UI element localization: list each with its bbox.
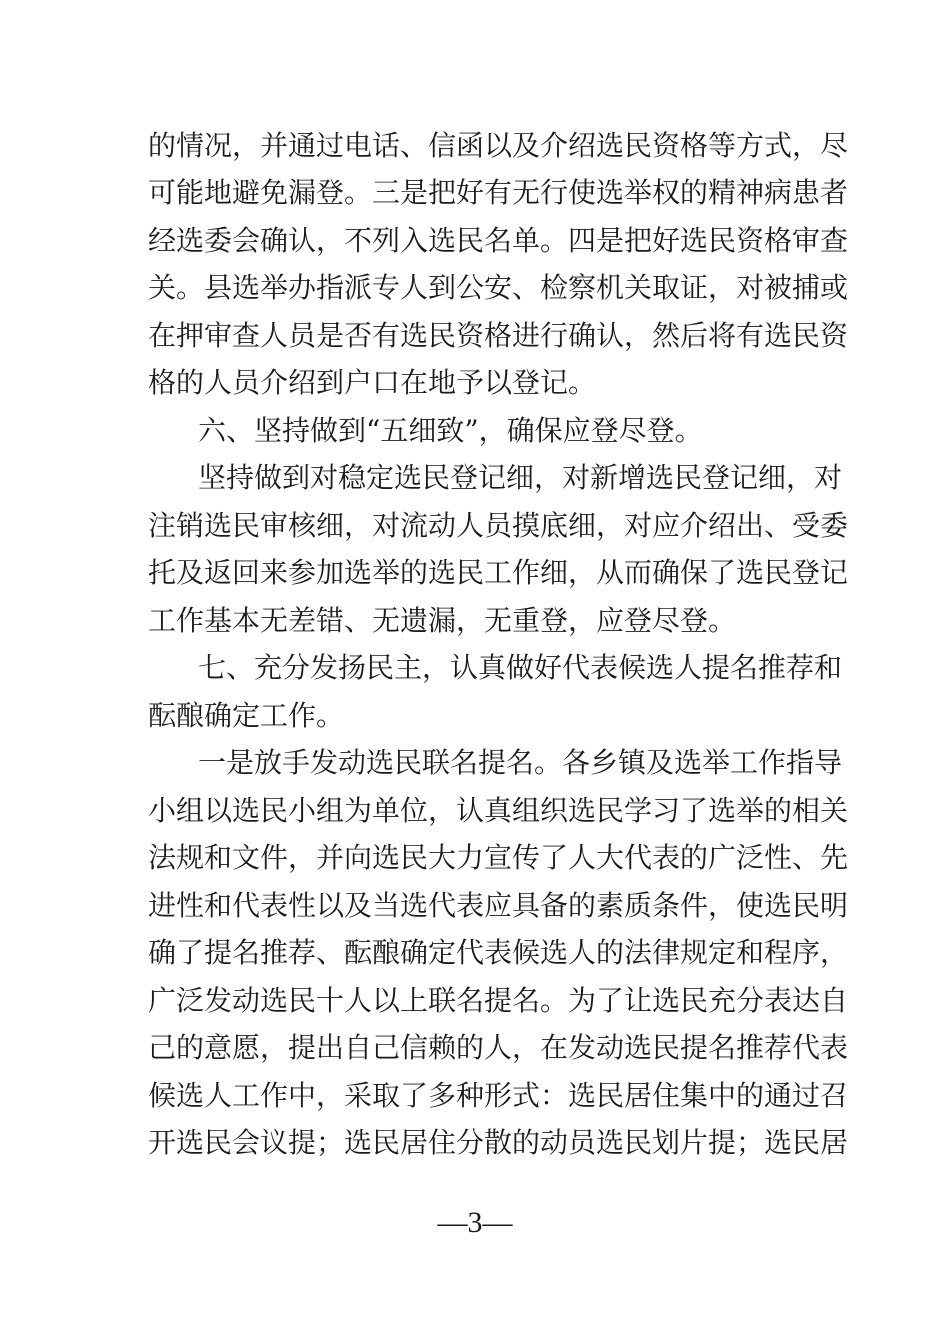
text-line: 确了提名推荐、酝酿确定代表候选人的法律规定和程序，: [148, 936, 849, 969]
text-line: 格的人员介绍到户口在地予以登记。: [148, 366, 597, 399]
text-line: 可能地避免漏登。三是把好有无行使选举权的精神病患者: [148, 176, 849, 209]
text-line: 小组以选民小组为单位，认真组织选民学习了选举的相关: [148, 794, 849, 827]
text-line: 在押审查人员是否有选民资格进行确认，然后将有选民资: [148, 319, 849, 352]
text-line: 开选民会议提；选民居住分散的动员选民划片提；选民居: [148, 1126, 849, 1159]
section-heading: 七、充分发扬民主，认真做好代表候选人提名推荐和: [198, 651, 843, 684]
section-heading: 酝酿确定工作。: [148, 699, 345, 732]
text-line: 托及返回来参加选举的选民工作细，从而确保了选民登记: [148, 556, 849, 589]
page-number: —3—: [437, 1206, 513, 1239]
text-line: 经选委会确认，不列入选民名单。四是把好选民资格审查: [148, 224, 849, 257]
text-line: 工作基本无差错、无遗漏，无重登，应登尽登。: [148, 604, 737, 637]
text-line: 广泛发动选民十人以上联名提名。为了让选民充分表达自: [148, 984, 849, 1017]
text-line: 的情况，并通过电话、信函以及介绍选民资格等方式，尽: [148, 129, 849, 162]
text-line: 候选人工作中，采取了多种形式：选民居住集中的通过召: [148, 1079, 849, 1112]
section-heading: 六、坚持做到“五细致”，确保应登尽登。: [198, 414, 703, 447]
text-line: 一是放手发动选民联名提名。各乡镇及选举工作指导: [198, 746, 843, 779]
text-line: 坚持做到对稳定选民登记细，对新增选民登记细，对: [198, 461, 843, 494]
text-line: 法规和文件，并向选民大力宣传了人大代表的广泛性、先: [148, 841, 849, 874]
text-line: 己的意愿，提出自己信赖的人，在发动选民提名推荐代表: [148, 1031, 849, 1064]
text-line: 进性和代表性以及当选代表应具备的素质条件，使选民明: [148, 889, 849, 922]
text-line: 注销选民审核细，对流动人员摸底细，对应介绍出、受委: [148, 509, 849, 542]
text-line: 关。县选举办指派专人到公安、检察机关取证，对被捕或: [148, 271, 849, 304]
